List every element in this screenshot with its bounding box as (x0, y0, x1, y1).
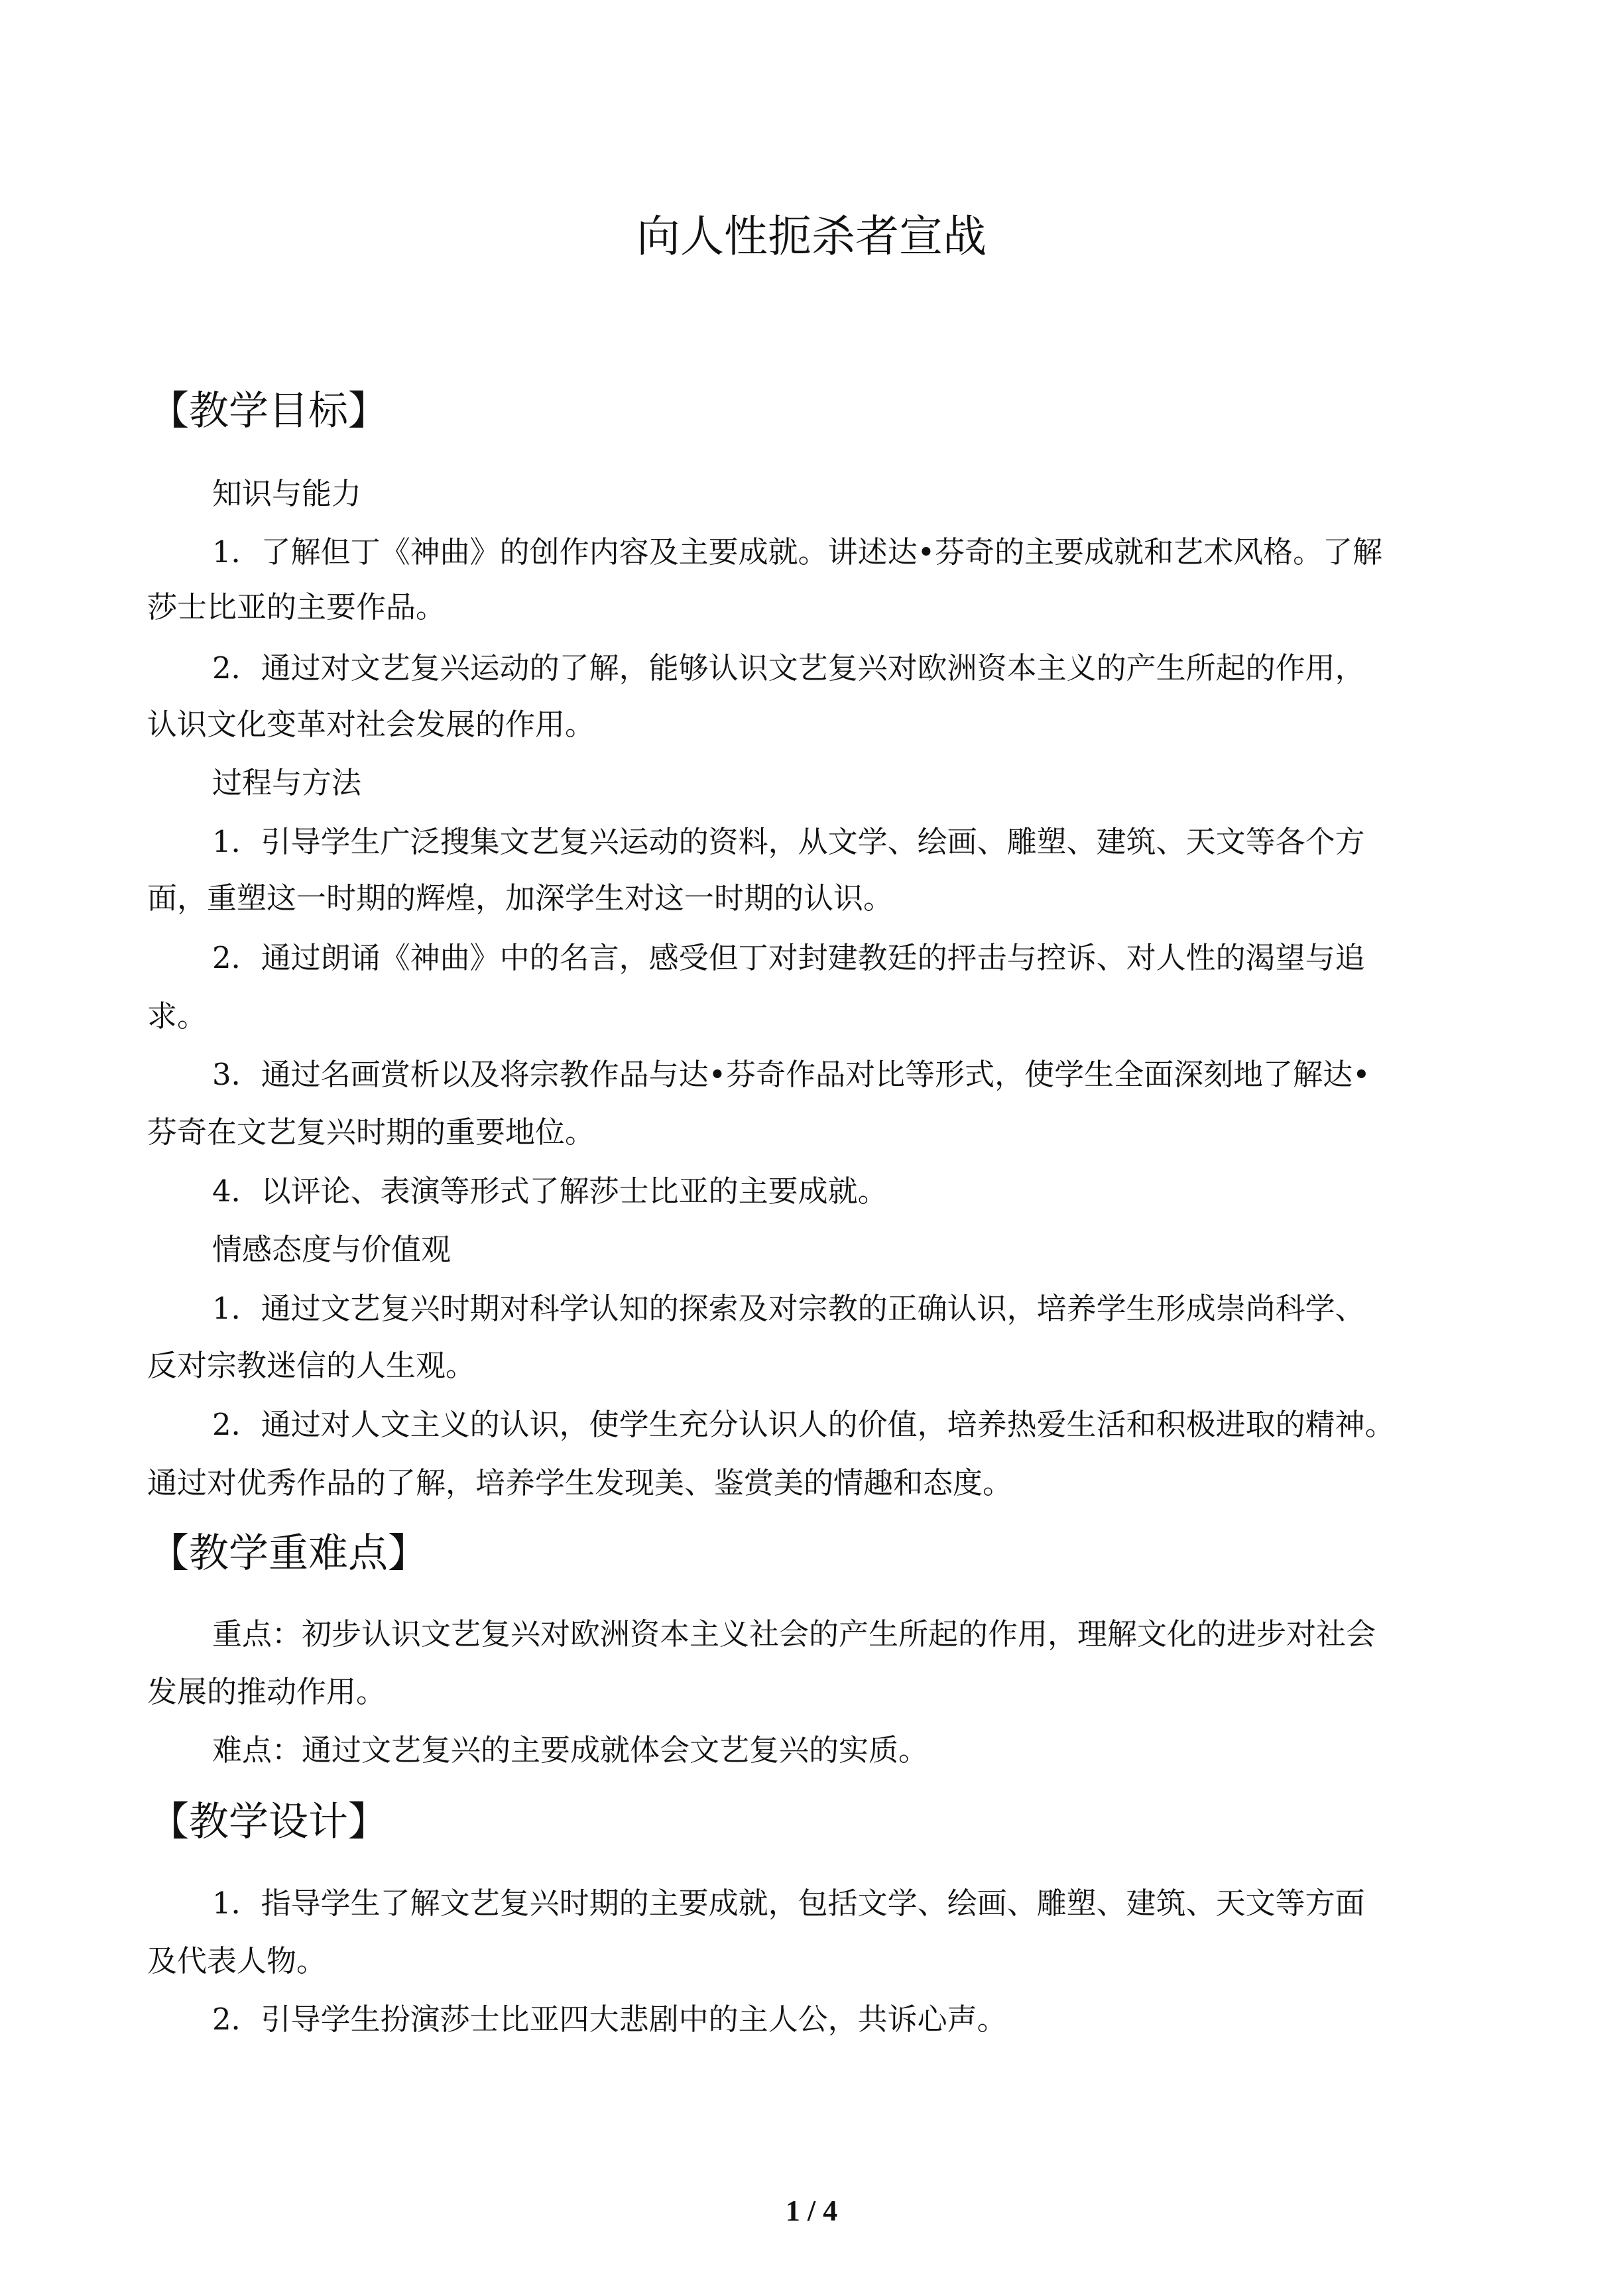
subheading-emotion: 情感态度与价值观 (212, 1232, 451, 1267)
paragraph-line: 通过对优秀作品的了解，培养学生发现美、鉴赏美的情趣和态度。 (147, 1465, 1013, 1500)
paragraph-line: 反对宗教迷信的人生观。 (147, 1348, 476, 1383)
paragraph-line: 求。 (147, 998, 208, 1034)
paragraph-line: 1．通过文艺复兴时期对科学认知的探索及对宗教的正确认识，培养学生形成崇尚科学、 (212, 1291, 1365, 1326)
subheading-knowledge: 知识与能力 (212, 476, 362, 511)
paragraph-line: 莎士比亚的主要作品。 (147, 589, 446, 625)
paragraph-line: 芬奇在文艺复兴时期的重要地位。 (147, 1115, 595, 1150)
paragraph-line: 重点：初步认识文艺复兴对欧洲资本主义社会的产生所起的作用，理解文化的进步对社会 (212, 1616, 1376, 1652)
paragraph-line: 2．通过对人文主义的认识，使学生充分认识人的价值，培养热爱生活和积极进取的精神。 (212, 1407, 1395, 1442)
paragraph-line: 面，重塑这一时期的辉煌，加深学生对这一时期的认识。 (147, 880, 894, 916)
paragraph-line: 3．通过名画赏析以及将宗教作品与达•芬奇作品对比等形式，使学生全面深刻地了解达• (212, 1057, 1370, 1092)
paragraph-line: 及代表人物。 (147, 1943, 327, 1978)
subheading-process: 过程与方法 (212, 765, 362, 800)
paragraph-line: 1．引导学生广泛搜集文艺复兴运动的资料，从文学、绘画、雕塑、建筑、天文等各个方 (212, 824, 1365, 859)
paragraph-line: 1．指导学生了解文艺复兴时期的主要成就，包括文学、绘画、雕塑、建筑、天文等方面 (212, 1886, 1365, 1921)
paragraph-line: 2．通过对文艺复兴运动的了解，能够认识文艺复兴对欧洲资本主义的产生所起的作用， (212, 650, 1365, 686)
paragraph-line: 1．了解但丁《神曲》的创作内容及主要成就。讲述达•芬奇的主要成就和艺术风格。了解 (212, 534, 1383, 570)
section-heading-objectives: 【教学目标】 (149, 388, 388, 434)
paragraph-line: 认识文化变革对社会发展的作用。 (147, 707, 595, 742)
paragraph-line: 发展的推动作用。 (147, 1674, 387, 1709)
paragraph-line: 2．通过朗诵《神曲》中的名言，感受但丁对封建教廷的抨击与控诉、对人性的渴望与追 (212, 940, 1365, 975)
paragraph-line: 4．以评论、表演等形式了解莎士比亚的主要成就。 (212, 1174, 888, 1209)
paragraph-line: 2．引导学生扮演莎士比亚四大悲剧中的主人公，共诉心声。 (212, 2002, 1007, 2037)
section-heading-design: 【教学设计】 (149, 1799, 388, 1845)
document-title: 向人性扼杀者宣战 (636, 211, 987, 262)
page-number: 1 / 4 (785, 2195, 838, 2227)
section-heading-keypoints: 【教学重难点】 (149, 1530, 428, 1577)
paragraph-line: 难点：通过文艺复兴的主要成就体会文艺复兴的实质。 (212, 1732, 929, 1768)
